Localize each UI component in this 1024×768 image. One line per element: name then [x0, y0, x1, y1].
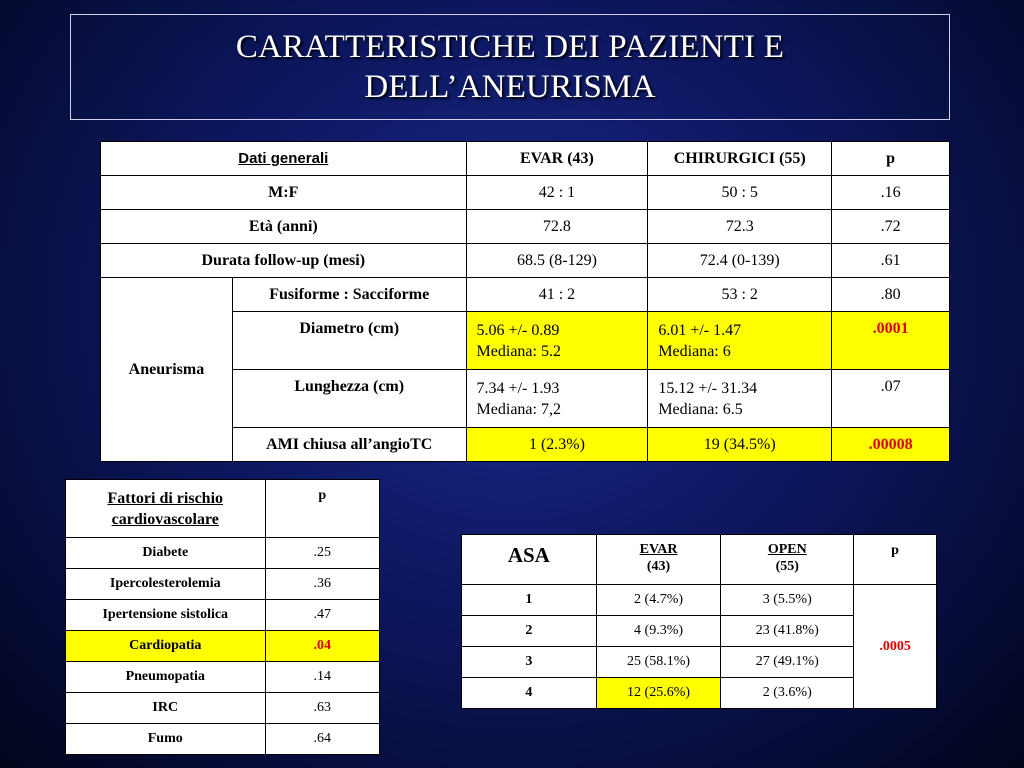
risk-factor-label: Diabete	[66, 538, 266, 569]
asa-class: 1	[462, 585, 597, 616]
cell-p: .61	[832, 244, 950, 278]
row-label: Età (anni)	[101, 210, 467, 244]
cell-evar	[466, 312, 648, 370]
cell-evar-value: 5.06 +/- 0.89	[476, 322, 560, 339]
cell-open: 2 (3.6%)	[721, 678, 854, 709]
header-evar: EVAR (43)	[466, 142, 648, 176]
row-label: Lunghezza (cm)	[232, 370, 466, 428]
risk-factor-p: .14	[265, 662, 379, 693]
slide-title-line1: CARATTERISTICHE DEI PAZIENTI E	[235, 29, 785, 65]
cell-evar: 41 : 2	[466, 278, 648, 312]
cell-p: .07	[832, 370, 950, 428]
risk-factor-label: Fumo	[66, 724, 266, 755]
cell-chirurgici: 53 : 2	[648, 278, 832, 312]
table-row	[66, 600, 380, 631]
header-evar-count: (43)	[646, 559, 671, 574]
risk-factor-label: Cardiopatia	[66, 631, 266, 662]
asa-class: 3	[462, 647, 597, 678]
table-row	[462, 585, 937, 616]
cell-chirurgici-median: Mediana: 6	[658, 343, 731, 360]
risk-factor-p: .25	[265, 538, 379, 569]
cell-evar: 12 (25.6%)	[596, 678, 721, 709]
cell-open: 27 (49.1%)	[721, 647, 854, 678]
cell-open: 23 (41.8%)	[721, 616, 854, 647]
header-dati-generali: Dati generali	[101, 142, 467, 176]
cell-evar-median: Mediana: 5.2	[476, 343, 561, 360]
row-label: M:F	[101, 176, 467, 210]
risk-rows	[66, 538, 380, 755]
table-row	[101, 244, 950, 278]
cell-evar	[466, 370, 648, 428]
table-row	[66, 631, 380, 662]
cell-evar: 68.5 (8-129)	[466, 244, 648, 278]
cell-chirurgici: 72.4 (0-139)	[648, 244, 832, 278]
cell-p: .72	[832, 210, 950, 244]
asa-p-value: .0005	[854, 585, 937, 709]
table-header-row	[101, 142, 950, 176]
cell-chirurgici: 72.3	[648, 210, 832, 244]
asa-class: 2	[462, 616, 597, 647]
header-p: p	[854, 535, 937, 585]
risk-factor-label: Ipertensione sistolica	[66, 600, 266, 631]
cell-p: .16	[832, 176, 950, 210]
table-row	[66, 724, 380, 755]
table-row	[101, 210, 950, 244]
risk-factor-p: .04	[265, 631, 379, 662]
table-row	[101, 176, 950, 210]
risk-factor-label: IRC	[66, 693, 266, 724]
cell-chirurgici: 50 : 5	[648, 176, 832, 210]
risk-factor-label: Ipercolesterolemia	[66, 569, 266, 600]
table-row	[66, 693, 380, 724]
risk-factors-table	[65, 479, 380, 755]
table-row	[66, 662, 380, 693]
cell-chirurgici	[648, 312, 832, 370]
table-row	[101, 278, 950, 312]
asa-class: 4	[462, 678, 597, 709]
cell-chirurgici-value: 15.12 +/- 31.34	[658, 380, 758, 397]
cell-open: 3 (5.5%)	[721, 585, 854, 616]
header-risk-factors-line2: cardiovascolare	[111, 510, 219, 528]
risk-factor-p: .63	[265, 693, 379, 724]
table-row	[66, 569, 380, 600]
table-header-row	[462, 535, 937, 585]
cell-p: .0001	[832, 312, 950, 370]
header-chirurgici: CHIRURGICI (55)	[648, 142, 832, 176]
risk-factor-p: .64	[265, 724, 379, 755]
cell-chirurgici-value: 6.01 +/- 1.47	[658, 322, 742, 339]
cell-p: .80	[832, 278, 950, 312]
asa-rows	[462, 585, 937, 709]
header-open-label: OPEN	[767, 542, 807, 557]
header-evar	[596, 535, 721, 585]
header-evar-label: EVAR	[639, 542, 678, 557]
cell-chirurgici: 19 (34.5%)	[648, 428, 832, 462]
cell-chirurgici-median: Mediana: 6.5	[658, 401, 743, 418]
row-label: Fusiforme : Sacciforme	[232, 278, 466, 312]
patient-characteristics-table	[100, 141, 950, 462]
header-asa: ASA	[462, 535, 597, 585]
cell-evar: 42 : 1	[466, 176, 648, 210]
cell-evar-value: 7.34 +/- 1.93	[476, 380, 560, 397]
table-header-row	[66, 480, 380, 538]
table-row	[66, 538, 380, 569]
cell-evar: 2 (4.7%)	[596, 585, 721, 616]
row-label: Diametro (cm)	[232, 312, 466, 370]
slide-title-line2: DELL’ANEURISMA	[364, 69, 656, 105]
asa-table	[461, 534, 937, 709]
header-risk-factors-line1: Fattori di rischio	[107, 489, 224, 507]
risk-factor-p: .36	[265, 569, 379, 600]
header-risk-factors	[66, 480, 266, 538]
header-open-count: (55)	[775, 559, 799, 574]
cell-evar: 25 (58.1%)	[596, 647, 721, 678]
header-open	[721, 535, 854, 585]
cell-evar: 4 (9.3%)	[596, 616, 721, 647]
row-label: Durata follow-up (mesi)	[101, 244, 467, 278]
risk-factor-p: .47	[265, 600, 379, 631]
header-p: p	[265, 480, 379, 538]
aneurisma-group-label: Aneurisma	[101, 278, 233, 462]
cell-evar: 1 (2.3%)	[466, 428, 648, 462]
cell-p: .00008	[832, 428, 950, 462]
header-p: p	[832, 142, 950, 176]
slide-title-box	[70, 14, 950, 120]
cell-evar: 72.8	[466, 210, 648, 244]
risk-factor-label: Pneumopatia	[66, 662, 266, 693]
cell-chirurgici	[648, 370, 832, 428]
cell-evar-median: Mediana: 7,2	[476, 401, 561, 418]
row-label: AMI chiusa all’angioTC	[232, 428, 466, 462]
